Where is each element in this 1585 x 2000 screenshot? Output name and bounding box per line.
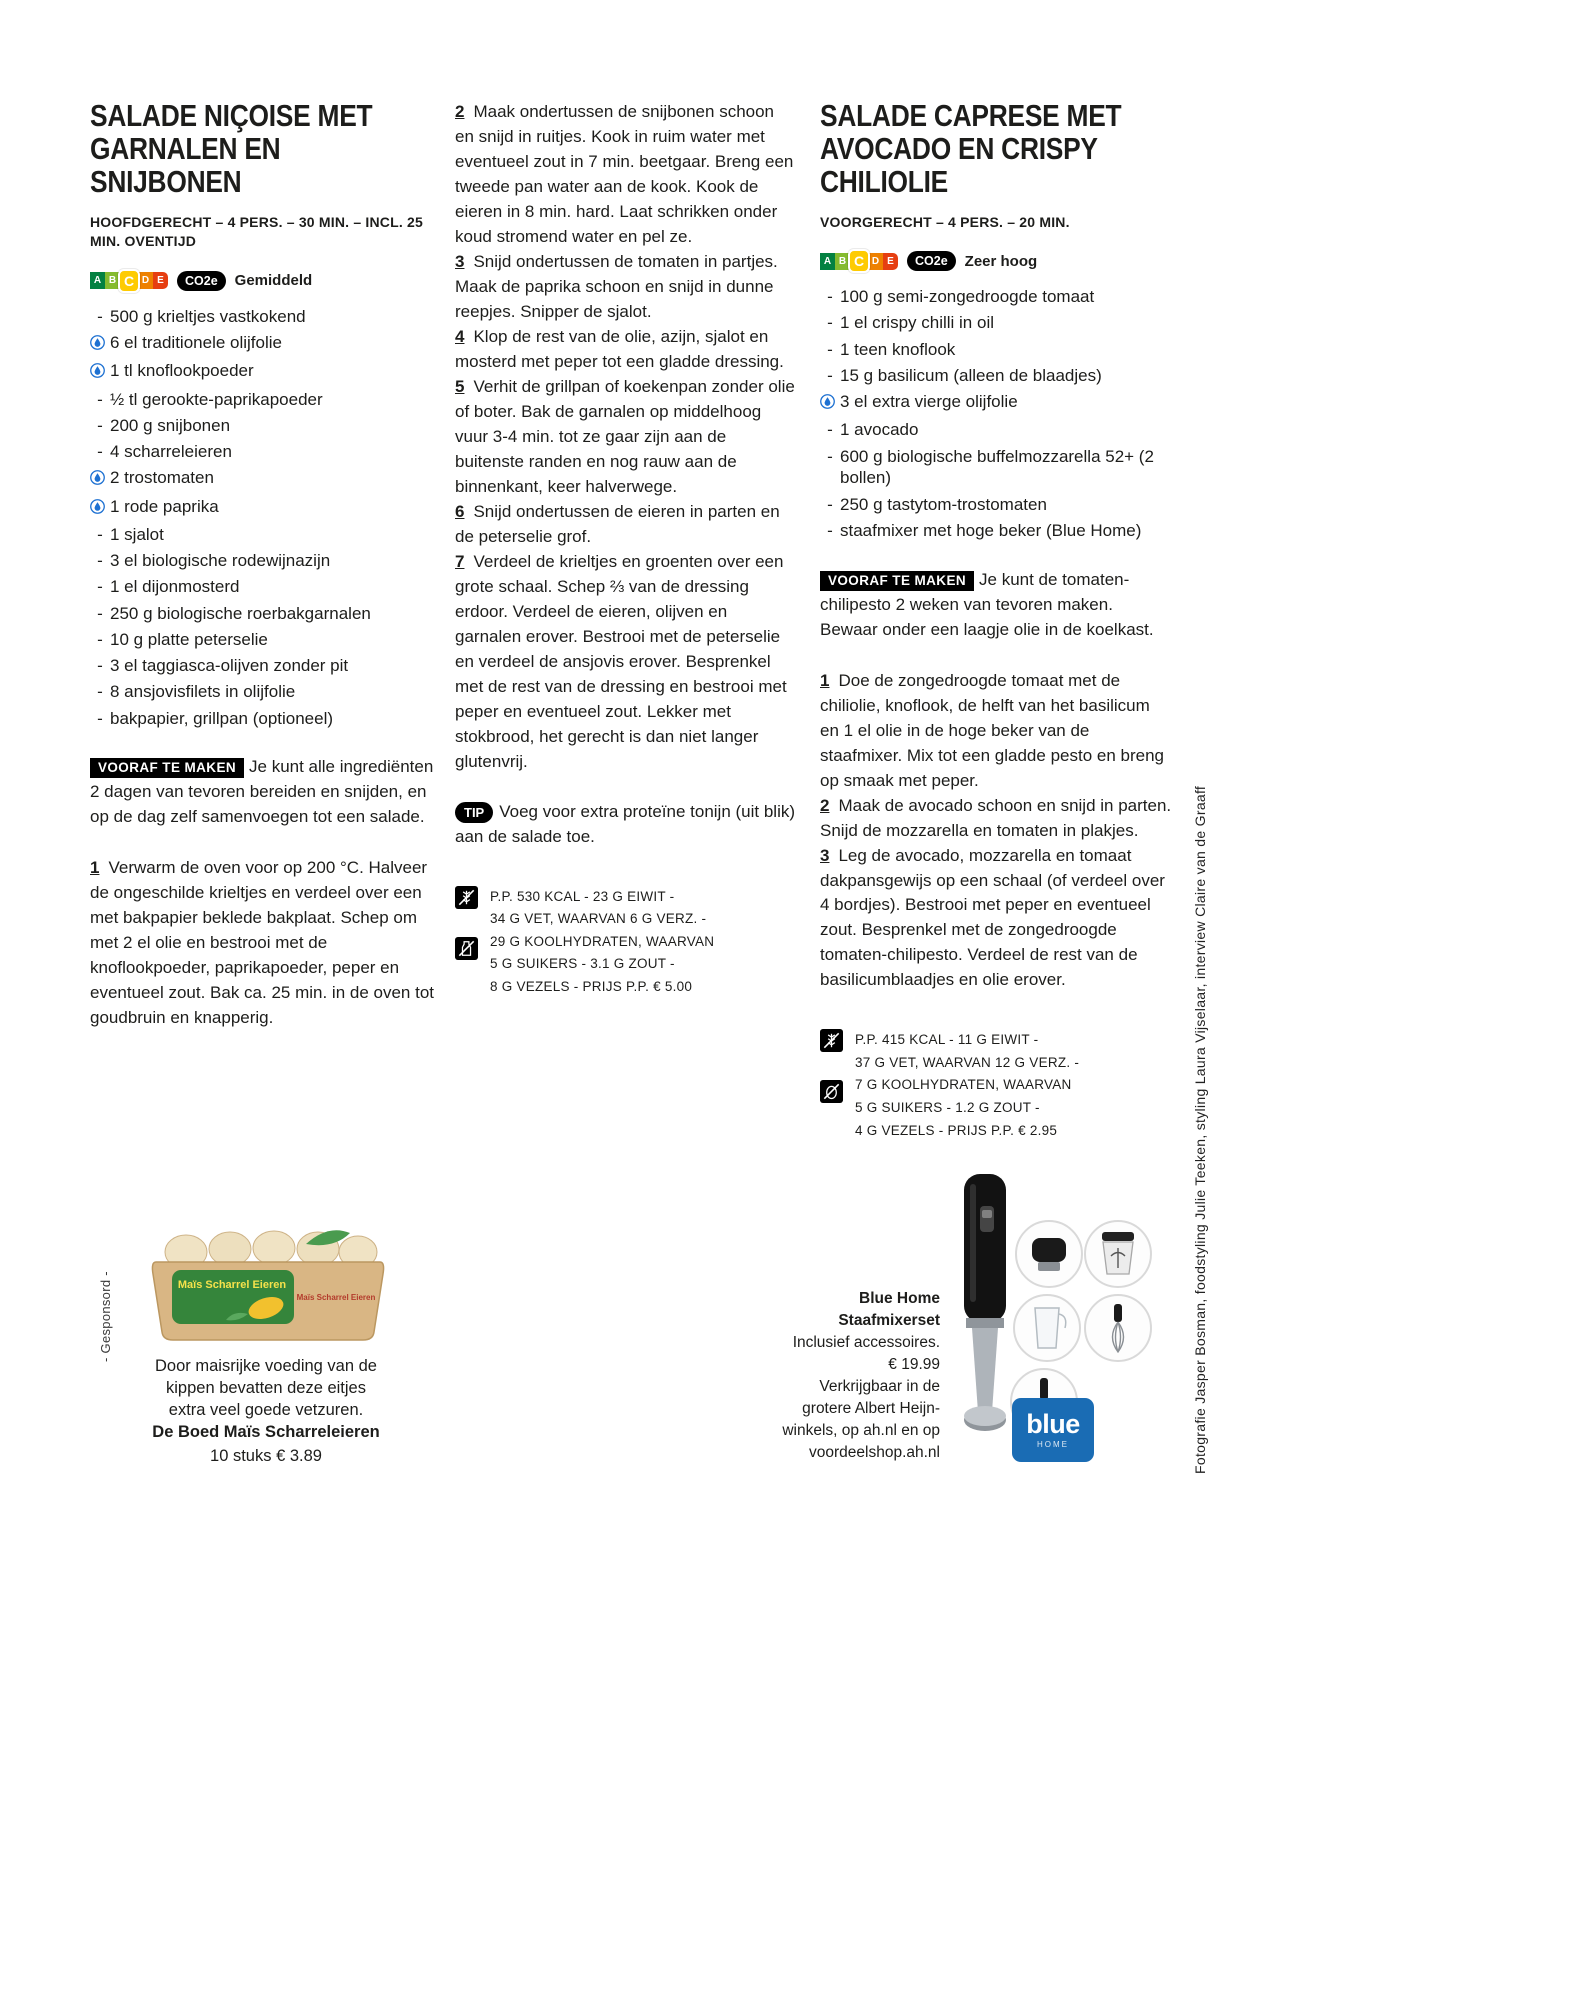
- accessory-beaker-icon: [1014, 1295, 1080, 1361]
- step-number: 2: [455, 102, 465, 121]
- step-text: Verwarm de oven voor op 200 °C. Halveer de ongeschilde krieltjes en verdeel over een met bakpapier beklede bakplaat. Schep om met 2 el olie en bestrooi met de knoflookpoeder, paprikapoeder, peper en eventueel zout. Bak ca. 25 min. in de oven tot goudbruin en knapperig.: [90, 858, 434, 1028]
- step-number: 7: [455, 551, 465, 571]
- prep-badge: VOORAF TE MAKEN: [820, 571, 974, 591]
- ingredient-list: [820, 286, 1172, 542]
- ingredient-item: [820, 494, 1172, 516]
- ingredient-dash: -: [827, 313, 833, 333]
- recipe-caprese-badges: [820, 248, 1172, 274]
- recipe-nicoise-column: [90, 100, 438, 1031]
- co2e-value: Gemiddeld: [234, 272, 313, 290]
- ingredient-dash: -: [827, 287, 833, 307]
- recipe-caprese-meta: VOORGERECHT – 4 PERS. – 20 MIN.: [820, 213, 1070, 230]
- prep-text: Je kunt alle ingrediënten 2 dagen van tevoren bereiden en snijden, en op de dag zelf samenvoegen tot een salade.: [90, 757, 434, 827]
- blue-home-logo: [1012, 1398, 1094, 1462]
- ingredient-dash: -: [97, 708, 103, 728]
- prep-text: Je kunt de tomaten-chilipesto 2 weken van tevoren maken. Bewaar onder een laagje olie in de koelkast.: [820, 569, 1154, 639]
- recipe-step: [455, 325, 797, 375]
- recipe-step: [455, 550, 797, 775]
- ingredient-item: [90, 306, 438, 328]
- ingredient-dash: -: [97, 389, 103, 409]
- droplet-icon: [820, 391, 840, 415]
- nutrition-line: P.P. 415 KCAL - 11 G EIWIT -: [855, 1032, 1039, 1048]
- ingredient-item: [820, 286, 1172, 308]
- ingredient-item: [90, 681, 438, 703]
- ingredient-item: [820, 312, 1172, 334]
- step-number: 5: [455, 376, 465, 396]
- ingredient-dash: -: [97, 629, 103, 649]
- nutriscore-letter: A: [820, 253, 835, 270]
- recipe-nicoise-continued-column: [455, 100, 797, 998]
- recipe-step: [820, 794, 1172, 844]
- ingredient-dash: -: [827, 446, 833, 466]
- ingredient-item: [90, 629, 438, 651]
- recipe-step: [90, 856, 438, 1031]
- egg-carton-image: [148, 1222, 388, 1350]
- ingredient-item: [90, 415, 438, 437]
- ingredient-text: 250 g biologische roerbakgarnalen: [110, 603, 371, 623]
- blue-home-logo-sub: HOME: [1037, 1440, 1069, 1449]
- ingredient-item: [90, 389, 438, 411]
- sponsored-caption: [108, 1356, 424, 1468]
- photo-credits: Fotografie Jasper Bosman, foodstyling Julie Teeken, styling Laura Vijselaar, interview Claire van de Graaff: [1192, 785, 1208, 1474]
- ingredient-dash: -: [97, 577, 103, 597]
- step-text: Snijd ondertussen de tomaten in partjes. Maak de paprika schoon en snijd in dunne reepjes. Snipper de sjalot.: [455, 251, 778, 321]
- promo-desc: Inclusief accessoires.: [792, 1334, 940, 1351]
- nutrition-line: 8 G VEZELS - PRIJS P.P. € 5.00: [490, 978, 693, 994]
- ingredient-text: 600 g biologische buffelmozzarella 52+ (2 bollen): [840, 446, 1154, 488]
- nutrition-line: 37 G VET, WAARVAN 12 G VERZ. -: [855, 1054, 1080, 1070]
- ingredient-item: [90, 708, 438, 730]
- ingredient-list: [90, 306, 438, 730]
- ingredient-item: [820, 365, 1172, 387]
- step-number: 3: [455, 251, 465, 271]
- caption-line: extra veel goede vetzuren.: [168, 1400, 364, 1419]
- nutriscore-letter: E: [883, 253, 898, 270]
- svg-text:Maïs Scharrel Eieren: Maïs Scharrel Eieren: [177, 1279, 287, 1291]
- recipe-caprese-column: [820, 100, 1172, 1142]
- ingredient-dash: -: [97, 306, 103, 326]
- ingredient-dash: -: [827, 520, 833, 540]
- gluten-free-icon: [820, 1029, 844, 1057]
- step-number: 2: [820, 795, 830, 815]
- steps-column2: [455, 100, 797, 775]
- ingredient-text: 10 g platte peterselie: [110, 629, 268, 649]
- ingredient-item: [90, 467, 438, 491]
- ingredient-text: ½ tl gerookte-paprikapoeder: [110, 389, 323, 409]
- lactose-free-icon: [455, 937, 479, 965]
- step-number: 4: [455, 326, 465, 346]
- step-number: 3: [820, 845, 830, 865]
- ingredient-dash: -: [827, 420, 833, 440]
- co2e-badge: CO2e: [907, 251, 956, 271]
- ingredient-text: 8 ansjovisfilets in olijfolie: [110, 682, 296, 702]
- nutriscore-letter: C: [118, 269, 140, 293]
- recipe-nicoise-title: SALADE NIÇOISE MET GARNALEN EN SNIJBONEN: [90, 98, 373, 199]
- nutrition-lines: [490, 886, 714, 999]
- step-number: 1: [820, 670, 830, 690]
- accessory-cap-icon: [1016, 1221, 1082, 1287]
- prep-note: [90, 755, 438, 830]
- nutrition-line: 5 G SUIKERS - 1.2 G ZOUT -: [855, 1100, 1040, 1116]
- nutrition-lines: [855, 1029, 1079, 1142]
- step-text: Verhit de grillpan of koekenpan zonder olie of boter. Bak de garnalen op middelhoog vuur 3-4 min. tot ze gaar zijn aan de buitenste randen en nog rauw aan de binnenkant, keer halverwege.: [455, 376, 795, 496]
- ingredient-dash: -: [97, 442, 103, 462]
- ingredient-dash: -: [97, 524, 103, 544]
- nutrition-line: 4 G VEZELS - PRIJS P.P. € 2.95: [855, 1122, 1058, 1138]
- ingredient-text: 2 trostomaten: [110, 468, 214, 488]
- nutriscore-letter: C: [848, 249, 870, 273]
- ingredient-dash: -: [827, 494, 833, 514]
- ingredient-text: 200 g snijbonen: [110, 415, 231, 435]
- ingredient-item: [90, 332, 438, 356]
- nutriscore-letter: E: [153, 272, 168, 289]
- nutriscore-letter: D: [138, 272, 153, 289]
- accessory-whisk-icon: [1085, 1295, 1151, 1361]
- ingredient-item: [90, 655, 438, 677]
- co2e-badge: CO2e: [177, 271, 226, 291]
- nutrition-line: 7 G KOOLHYDRATEN, WAARVAN: [855, 1077, 1072, 1093]
- ingredient-dash: -: [97, 603, 103, 623]
- ingredient-item: [90, 603, 438, 625]
- ingredient-dash: -: [827, 365, 833, 385]
- droplet-icon: [90, 332, 110, 356]
- recipe-step: [455, 375, 797, 500]
- ingredient-item: [820, 446, 1172, 490]
- blender-body-icon: [964, 1174, 1006, 1431]
- co2e-value: Zeer hoog: [964, 252, 1038, 270]
- recipe-nicoise-meta: HOOFDGERECHT – 4 PERS. – 30 MIN. – INCL. 25 MIN. OVENTIJD: [90, 213, 424, 250]
- ingredient-item: [820, 419, 1172, 441]
- droplet-icon: [90, 360, 110, 384]
- ingredient-text: 1 rode paprika: [110, 496, 219, 516]
- droplet-icon: [90, 467, 110, 491]
- ingredient-text: 1 teen knoflook: [840, 339, 956, 359]
- steps-caprese: [820, 669, 1172, 994]
- blue-home-logo-text: blue: [1026, 1409, 1080, 1439]
- caption-line: Door maisrijke voeding van de: [155, 1357, 377, 1375]
- step-text: Klop de rest van de olie, azijn, sjalot en mosterd met peper tot een gladde dressing.: [455, 326, 784, 371]
- ingredient-text: 4 scharreleieren: [110, 442, 232, 462]
- tip-text: Voeg voor extra proteïne tonijn (uit blik) aan de salade toe.: [455, 801, 796, 846]
- nutrition-line: P.P. 530 KCAL - 23 G EIWIT -: [490, 888, 675, 904]
- ingredient-item: [90, 550, 438, 572]
- ingredient-text: 6 el traditionele olijfolie: [110, 333, 282, 353]
- ingredient-text: 15 g basilicum (alleen de blaadjes): [840, 365, 1102, 385]
- steps-column1: [90, 856, 438, 1031]
- ingredient-text: bakpapier, grillpan (optioneel): [110, 708, 334, 728]
- step-number: 6: [455, 501, 465, 521]
- nutrition-info-caprese: [820, 1029, 1172, 1142]
- recipe-step: [820, 844, 1172, 994]
- nutrition-line: 34 G VET, WAARVAN 6 G VERZ. -: [490, 911, 707, 927]
- recipe-step: [820, 669, 1172, 794]
- ingredient-text: 100 g semi-zongedroogde tomaat: [840, 287, 1095, 307]
- ingredient-text: 1 el dijonmosterd: [110, 577, 240, 597]
- step-text: Maak de avocado schoon en snijd in parten. Snijd de mozzarella en tomaten in plakjes.: [820, 795, 1172, 840]
- ingredient-text: 1 tl knoflookpoeder: [110, 361, 254, 381]
- nutriscore-badge: [90, 269, 168, 293]
- droplet-icon: [90, 496, 110, 520]
- ingredient-item: [90, 496, 438, 520]
- ingredient-item: [820, 391, 1172, 415]
- step-text: Verdeel de krieltjes en groenten over een grote schaal. Schep ⅔ van de dressing erdoor. Verdeel de eieren, olijven en garnalen erover. Bestrooi met de peterselie en verdeel de ansjovis erover. Besprenkel met de rest van de dressing en bestrooi met peper en eventueel zout. Lekker met stokbrood, het gerecht is dan niet langer glutenvrij.: [455, 551, 787, 771]
- promo-price: € 19.99: [888, 1356, 940, 1373]
- tip-note: [455, 800, 797, 850]
- nutrition-info-nicoise: [455, 886, 797, 999]
- promo-availability: Verkrijgbaar in de grotere Albert Heijn-winkels, op ah.nl en op voordeelshop.ah.nl: [782, 1378, 940, 1461]
- egg-free-icon: [820, 1080, 844, 1108]
- ingredient-dash: -: [97, 656, 103, 676]
- ingredient-text: 250 g tastytom-trostomaten: [840, 494, 1047, 514]
- nutriscore-letter: A: [90, 272, 105, 289]
- caption-lines: [108, 1356, 424, 1422]
- ingredient-text: staafmixer met hoge beker (Blue Home): [840, 520, 1142, 540]
- ingredient-text: 1 avocado: [840, 420, 919, 440]
- nutrition-line: 5 G SUIKERS - 3.1 G ZOUT -: [490, 956, 675, 972]
- nutriscore-letter: D: [868, 253, 883, 270]
- ingredient-item: [90, 441, 438, 463]
- nutriscore-badge: [820, 249, 898, 273]
- ingredient-item: [820, 520, 1172, 542]
- ingredient-dash: -: [97, 682, 103, 702]
- recipe-step: [455, 100, 797, 250]
- accessory-chopper-icon: [1085, 1221, 1151, 1287]
- ingredient-text: 3 el biologische rodewijnazijn: [110, 551, 331, 571]
- ingredient-text: 3 el extra vierge olijfolie: [840, 392, 1018, 412]
- ingredient-item: [90, 524, 438, 546]
- ingredient-dash: -: [827, 339, 833, 359]
- ingredient-text: 3 el taggiasca-olijven zonder pit: [110, 656, 349, 676]
- recipe-caprese-title: SALADE CAPRESE MET AVOCADO EN CRISPY CHILIOLIE: [820, 98, 1122, 199]
- ingredient-text: 500 g krieltjes vastkokend: [110, 306, 306, 326]
- nutriscore-letter: B: [105, 272, 120, 289]
- prep-badge: VOORAF TE MAKEN: [90, 758, 244, 778]
- nutriscore-letter: B: [835, 253, 850, 270]
- step-text: Snijd ondertussen de eieren in parten en de peterselie grof.: [455, 501, 780, 546]
- ingredient-dash: -: [97, 415, 103, 435]
- prep-note: [820, 568, 1172, 643]
- step-text: Doe de zongedroogde tomaat met de chiliolie, knoflook, de helft van het basilicum en 1 el olie in de hoge beker van de staafmixer. Mix tot een gladde pesto en breng op smaak met peper.: [820, 670, 1164, 790]
- step-text: Leg de avocado, mozzarella en tomaat dakpansgewijs op een schaal (of verdeel over 4 bordjes). Bestrooi met peper en eventueel zout. Besprenkel met de zongedroogde tomaten-chilipesto. Verdeel de rest van de basilicumblaadjes en olie erover.: [820, 845, 1165, 990]
- ingredient-dash: -: [97, 551, 103, 571]
- ingredient-item: [90, 576, 438, 598]
- step-number: 1: [90, 858, 100, 878]
- recipe-nicoise-badges: [90, 268, 438, 294]
- promo-name-line2: Staafmixerset: [838, 1312, 940, 1329]
- gluten-free-icon: [455, 886, 479, 914]
- svg-text:Maïs Scharrel Eieren: Maïs Scharrel Eieren: [296, 1293, 376, 1302]
- nutrition-line: 29 G KOOLHYDRATEN, WAARVAN: [490, 933, 715, 949]
- promo-text: [772, 1288, 940, 1464]
- sponsored-product-name: De Boed Maïs Scharreleieren: [152, 1422, 380, 1441]
- caption-line: kippen bevatten deze eitjes: [166, 1378, 366, 1397]
- ingredient-text: 1 sjalot: [110, 524, 164, 544]
- sponsored-label: - Gesponsord -: [98, 1271, 113, 1362]
- recipe-step: [455, 250, 797, 325]
- recipe-step: [455, 500, 797, 550]
- sponsored-product-price: 10 stuks € 3.89: [210, 1446, 322, 1465]
- ingredient-item: [820, 339, 1172, 361]
- step-text: Maak ondertussen de snijbonen schoon en snijd in ruitjes. Kook in ruim water met eventueel zout in 7 min. beetgaar. Breng een tweede pan water aan de kook. Kook de eieren in 8 min. hard. Laat schrikken onder koud stromend water en pel ze.: [455, 102, 794, 246]
- tip-badge: TIP: [455, 802, 493, 823]
- promo-name-line1: Blue Home: [859, 1290, 940, 1307]
- ingredient-item: [90, 360, 438, 384]
- ingredient-text: 1 el crispy chilli in oil: [840, 313, 994, 333]
